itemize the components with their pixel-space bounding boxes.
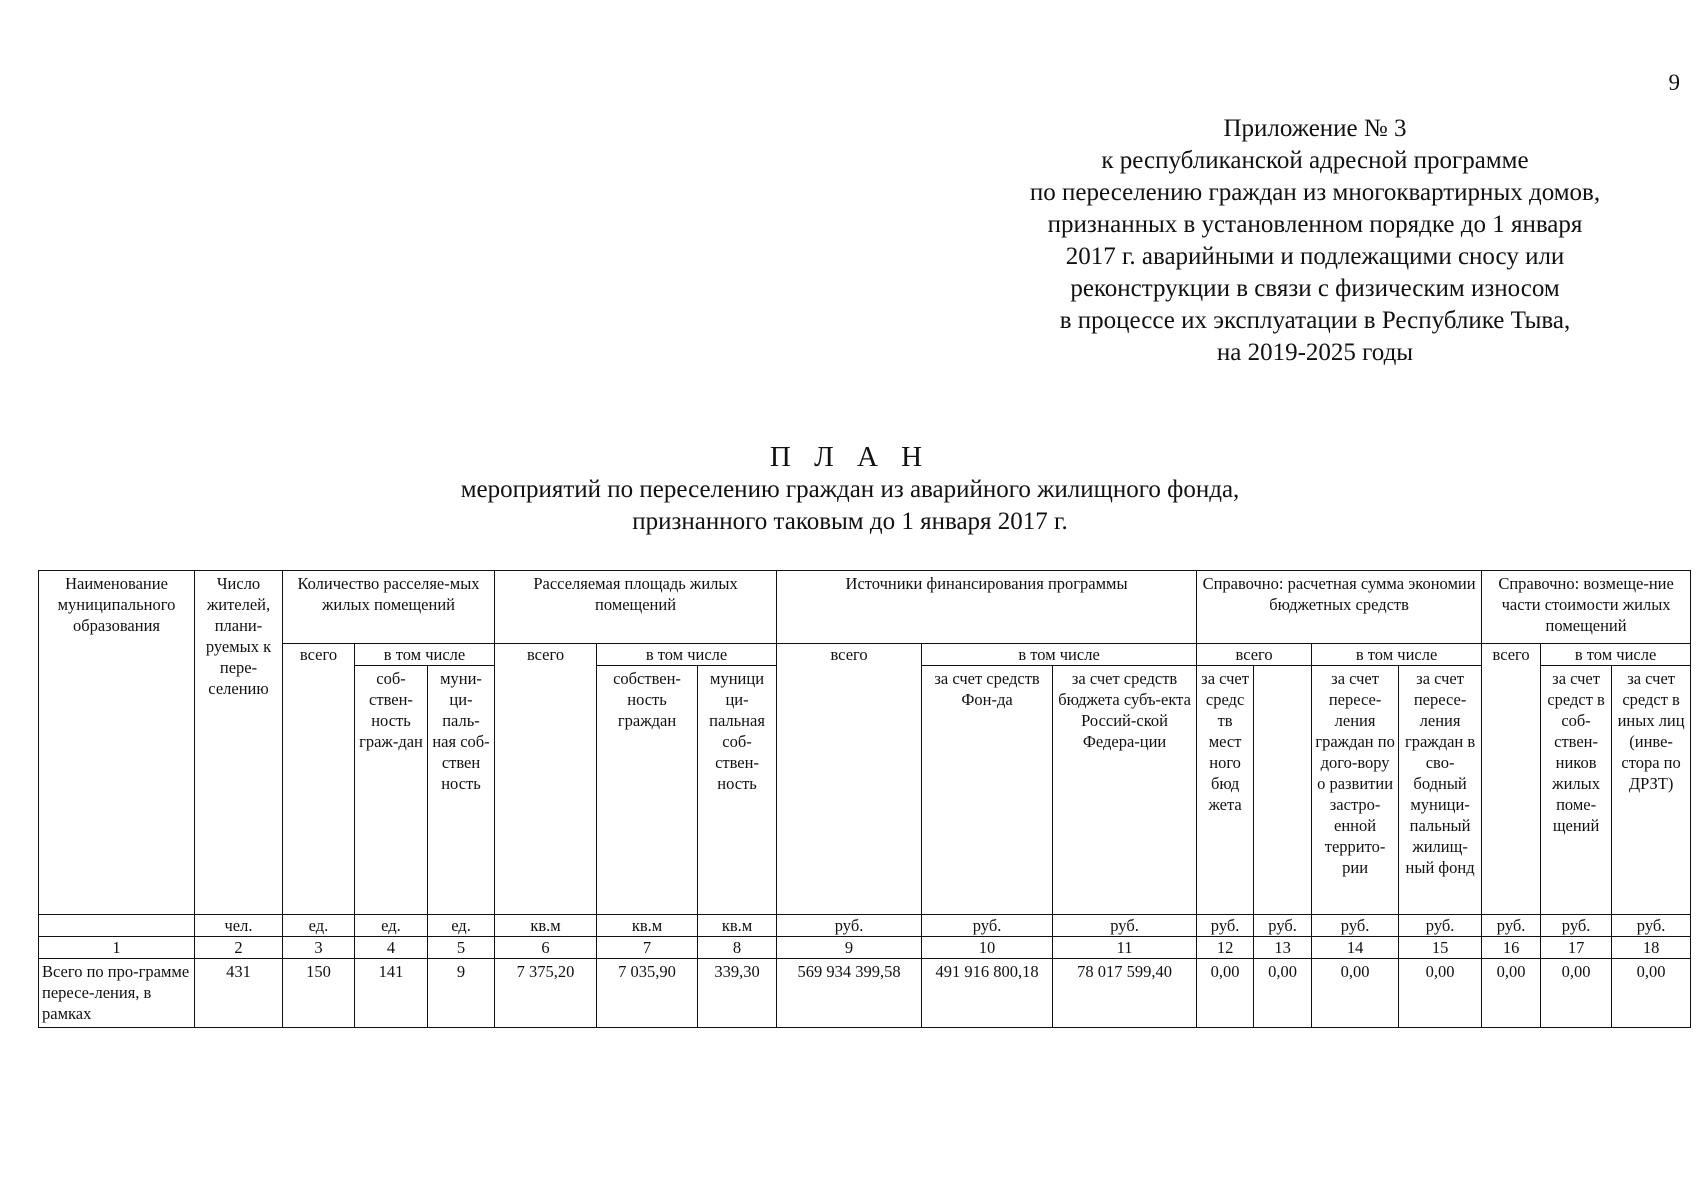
appendix-line: реконструкции в связи с физическим износом bbox=[1070, 275, 1560, 302]
unit-cell: кв.м bbox=[698, 915, 777, 937]
header-area-municipal: муници ци-пальная соб-ствен-ность bbox=[698, 666, 777, 915]
column-number: 1 bbox=[39, 937, 195, 959]
column-number: 14 bbox=[1312, 937, 1399, 959]
unit-cell: ед. bbox=[428, 915, 495, 937]
header-economy: Справочно: расчетная сумма экономии бюджетных средств bbox=[1197, 571, 1482, 644]
total-cell: 431 bbox=[195, 959, 283, 1028]
header-economy-total: всего bbox=[1197, 644, 1312, 666]
column-number: 9 bbox=[777, 937, 922, 959]
header-rooms: Количество расселяе-мых жилых помещений bbox=[283, 571, 495, 644]
header-area-total: всего bbox=[495, 644, 597, 915]
total-cell: 0,00 bbox=[1312, 959, 1399, 1028]
unit-cell: руб. bbox=[1399, 915, 1482, 937]
plan-heading bbox=[300, 440, 1400, 538]
header-rooms-total: всего bbox=[283, 644, 355, 915]
column-number: 16 bbox=[1482, 937, 1541, 959]
appendix-line: на 2019-2025 годы bbox=[1216, 339, 1414, 366]
column-number: 12 bbox=[1197, 937, 1254, 959]
header-local-budget: за счет средс тв мест ного бюд жета bbox=[1197, 666, 1254, 915]
column-number: 7 bbox=[597, 937, 698, 959]
unit-cell: руб. bbox=[1254, 915, 1312, 937]
column-number: 13 bbox=[1254, 937, 1312, 959]
total-cell: 0,00 bbox=[1254, 959, 1312, 1028]
appendix-line: признанных в установленном порядке до 1 января bbox=[1047, 211, 1583, 238]
header-residents: Число жителей, плани-руемых к пере-селению bbox=[195, 571, 283, 915]
header-fund: за счет средств Фон-да bbox=[922, 666, 1053, 915]
column-number: 5 bbox=[428, 937, 495, 959]
header-name: Наименование муниципального образования bbox=[39, 571, 195, 915]
column-number: 15 bbox=[1399, 937, 1482, 959]
column-number: 18 bbox=[1612, 937, 1691, 959]
total-cell: 0,00 bbox=[1541, 959, 1612, 1028]
plan-subtitle: мероприятий по переселению граждан из аварийного жилищного фонда, bbox=[460, 476, 1240, 503]
total-row-label: Всего по про-грамме пересе-ления, в рамках bbox=[39, 959, 195, 1028]
header-economy-blank bbox=[1254, 666, 1312, 915]
column-number: 17 bbox=[1541, 937, 1612, 959]
unit-cell: руб. bbox=[922, 915, 1053, 937]
header-area: Расселяемая площадь жилых помещений bbox=[495, 571, 777, 644]
total-cell: 141 bbox=[355, 959, 428, 1028]
header-rooms-including: в том числе bbox=[355, 644, 495, 666]
appendix-line: к республиканской адресной программе bbox=[1101, 147, 1529, 174]
page-number: 9 bbox=[1668, 70, 1680, 95]
unit-cell: кв.м bbox=[495, 915, 597, 937]
appendix-line: Приложение № 3 bbox=[1223, 115, 1407, 142]
total-cell: 150 bbox=[283, 959, 355, 1028]
header-finance-total: всего bbox=[777, 644, 922, 915]
appendix-heading bbox=[985, 113, 1645, 369]
column-number: 2 bbox=[195, 937, 283, 959]
unit-cell: руб. bbox=[1541, 915, 1612, 937]
unit-cell: ед. bbox=[355, 915, 428, 937]
unit-cell: ед. bbox=[283, 915, 355, 937]
plan-table bbox=[38, 570, 1691, 1028]
column-number: 6 bbox=[495, 937, 597, 959]
total-cell: 0,00 bbox=[1482, 959, 1541, 1028]
header-finance-including: в том числе bbox=[922, 644, 1197, 666]
unit-cell: руб. bbox=[1312, 915, 1399, 937]
total-cell: 0,00 bbox=[1197, 959, 1254, 1028]
column-number: 8 bbox=[698, 937, 777, 959]
unit-cell: руб. bbox=[777, 915, 922, 937]
header-rooms-municipal: муни-ци-паль-ная соб-ствен ность bbox=[428, 666, 495, 915]
unit-cell: руб. bbox=[1612, 915, 1691, 937]
header-free-fund: за счет пересе-ления граждан в сво-бодный муници-пальный жилищ-ный фонд bbox=[1399, 666, 1482, 915]
column-number: 4 bbox=[355, 937, 428, 959]
appendix-line: в процессе их эксплуатации в Республике Тыва, bbox=[1059, 307, 1571, 334]
total-cell: 569 934 399,58 bbox=[777, 959, 922, 1028]
header-refund: Справочно: возмеще-ние части стоимости жилых помещений bbox=[1482, 571, 1691, 644]
total-cell: 0,00 bbox=[1399, 959, 1482, 1028]
column-number: 10 bbox=[922, 937, 1053, 959]
unit-cell: чел. bbox=[195, 915, 283, 937]
total-cell: 7 035,90 bbox=[597, 959, 698, 1028]
total-cell: 7 375,20 bbox=[495, 959, 597, 1028]
total-cell: 0,00 bbox=[1612, 959, 1691, 1028]
unit-cell bbox=[39, 915, 195, 937]
header-refund-total: всего bbox=[1482, 644, 1541, 915]
unit-cell: руб. bbox=[1197, 915, 1254, 937]
header-subject-budget: за счет средств бюджета субъ-екта Россий-ской Федера-ции bbox=[1053, 666, 1197, 915]
header-territory: за счет пересе-ления граждан по дого-вору о развитии застро-енной террито-рии bbox=[1312, 666, 1399, 915]
total-cell: 491 916 800,18 bbox=[922, 959, 1053, 1028]
total-cell: 9 bbox=[428, 959, 495, 1028]
header-others: за счет средст в иных лиц (инве-стора по ДРЗТ) bbox=[1612, 666, 1691, 915]
total-cell: 78 017 599,40 bbox=[1053, 959, 1197, 1028]
column-number: 3 bbox=[283, 937, 355, 959]
header-area-including: в том числе bbox=[597, 644, 777, 666]
plan-subtitle: признанного таковым до 1 января 2017 г. bbox=[632, 508, 1068, 535]
unit-cell: руб. bbox=[1482, 915, 1541, 937]
header-refund-including: в том числе bbox=[1541, 644, 1691, 666]
appendix-line: по переселению граждан из многоквартирных домов, bbox=[1029, 179, 1601, 206]
header-rooms-private: соб-ствен-ность граж-дан bbox=[355, 666, 428, 915]
unit-cell: руб. bbox=[1053, 915, 1197, 937]
unit-cell: кв.м bbox=[597, 915, 698, 937]
total-cell: 339,30 bbox=[698, 959, 777, 1028]
header-finance: Источники финансирования программы bbox=[777, 571, 1197, 644]
plan-title: П Л А Н bbox=[769, 441, 931, 473]
column-number: 11 bbox=[1053, 937, 1197, 959]
header-economy-including: в том числе bbox=[1312, 644, 1482, 666]
appendix-line: 2017 г. аварийными и подлежащими сносу или bbox=[1065, 243, 1565, 270]
header-area-private: собствен-ность граждан bbox=[597, 666, 698, 915]
header-owners: за счет средст в соб-ствен-ников жилых поме-щений bbox=[1541, 666, 1612, 915]
